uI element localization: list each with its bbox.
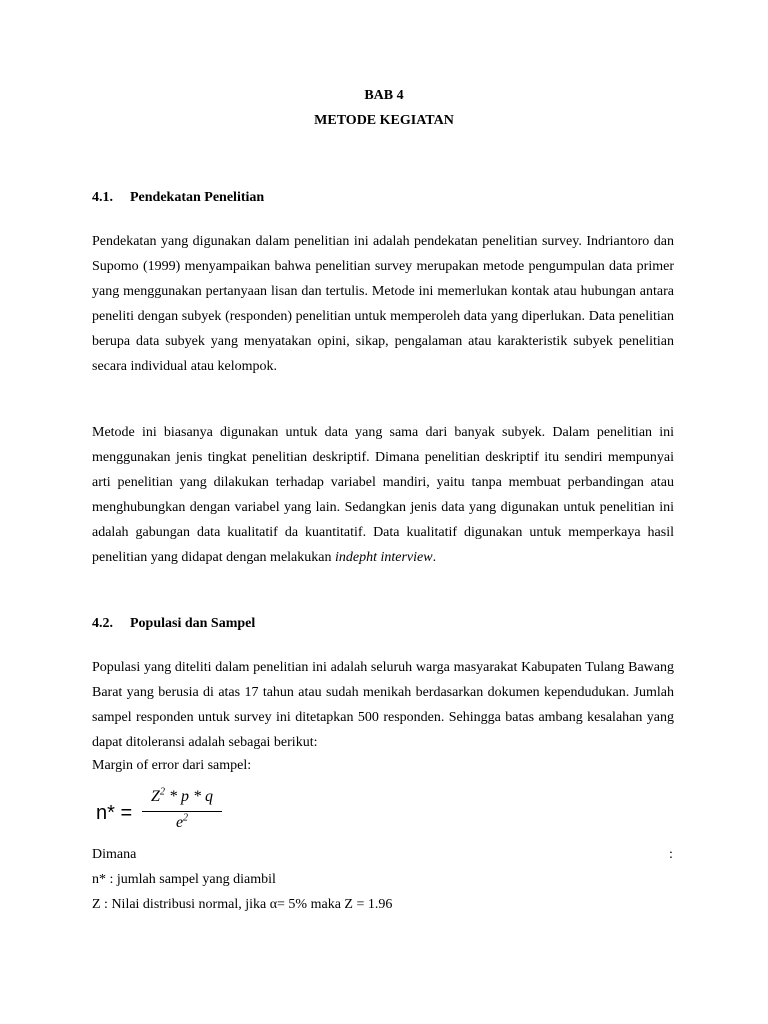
definition-n: n* : jumlah sampel yang diambil: [92, 872, 276, 887]
formula-denominator: [142, 814, 222, 832]
italic-term: indepht interview: [334, 550, 433, 566]
formula-lhs: n* =: [96, 802, 133, 824]
formula-e-exponent: 2: [183, 812, 189, 824]
formula-z: Z: [151, 788, 160, 805]
formula-pq: * p * q: [164, 788, 213, 805]
fraction-bar: [142, 811, 222, 812]
section-title: Populasi dan Sampel: [130, 616, 256, 631]
sample-size-formula: [96, 786, 236, 840]
section-number: 4.2.: [92, 616, 113, 631]
formula-numerator: [142, 788, 222, 806]
margin-of-error-line: Margin of error dari sampel:: [92, 758, 252, 773]
formula-z-exponent: 2: [159, 786, 165, 798]
paragraph-metode: [92, 420, 674, 571]
section-number: 4.1.: [92, 190, 113, 205]
paragraph-populasi: Populasi yang diteliti dalam penelitian ini adalah seluruh warga masyarakat Kabupaten Tulang Bawang Barat yang berusia di atas 17 tahun atau sudah menikah berdasarkan dokumen kependudukan. Jumlah sampel responden untuk survey ini ditetapkan 500 responden. Sehingga batas ambang kesalahan yang dapat ditoleransi adalah sebagai berikut:: [92, 660, 674, 751]
paragraph-end: .: [432, 550, 437, 566]
section-title: Pendekatan Penelitian: [130, 190, 265, 205]
paragraph-pendekatan: Pendekatan yang digunakan dalam penelitian ini adalah pendekatan penelitian survey. Indriantoro dan Supomo (1999) menyampaikan bahwa penelitian survey merupakan metode pengumpulan data primer yang menggunakan pertanyaan lisan dan tertulis. Metode ini memerlukan kontak atau hubungan antara peneliti dengan subyek (responden) penelitian untuk memperoleh data yang diperlukan. Data penelitian berupa data subyek yang menyatakan opini, sikap, pengalaman atau karakteristik subyek penelitian secara individual atau kelompok.: [92, 234, 674, 375]
section-heading-4-2: [92, 616, 255, 632]
paragraph-text: Metode ini biasanya digunakan untuk data yang sama dari banyak subyek. Dalam penelitian ini menggunakan jenis tingkat penelitian deskriptif. Dimana penelitian deskriptif itu sendiri mempunyai arti penelitian yang dilakukan terhadap variabel mandiri, yaitu tanpa membuat perbandingan atau menghubungkan dengan variabel yang lain. Sedangkan jenis data yang digunakan untuk penelitian ini adalah gabungan data kualitatif da kuantitatif. Data kualitatif digunakan untuk memperkaya hasil penelitian yang didapat dengan melakukan: [92, 425, 674, 566]
chapter-title: METODE KEGIATAN: [314, 113, 454, 128]
chapter-label: BAB 4: [364, 88, 404, 103]
formula-e: e: [175, 814, 184, 831]
definition-z: Z : Nilai distribusi normal, jika α= 5% maka Z = 1.96: [92, 897, 393, 912]
dimana-colon: :: [669, 847, 673, 862]
dimana-label: Dimana: [92, 847, 137, 862]
section-heading-4-1: [92, 190, 264, 206]
